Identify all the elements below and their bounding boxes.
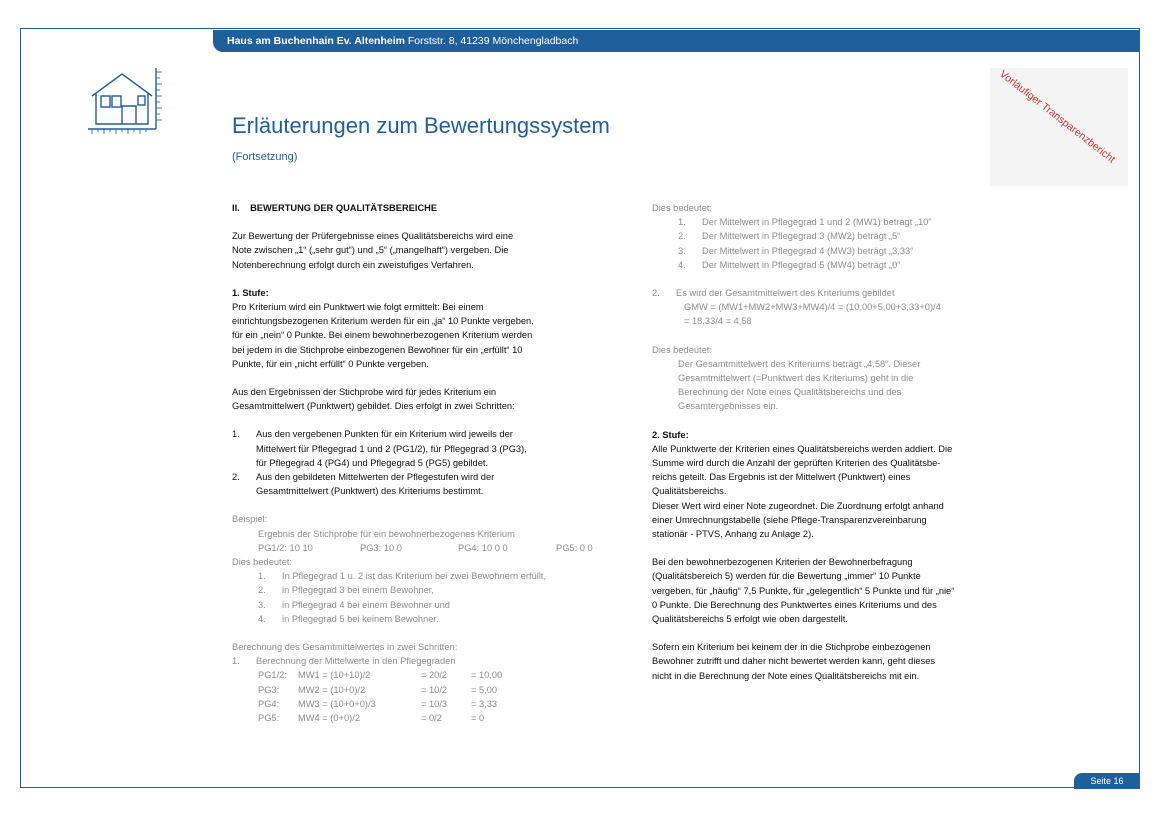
intro-line: Note zwischen „1“ („sehr gut“) und „5“ („mangelhaft“) vergeben. Die	[232, 245, 509, 256]
stufe2-line: Qualitätsbereichs.	[652, 486, 727, 497]
para-line: Bei den bewohnerbezogenen Kriterien der Bewohnerbefragung	[652, 557, 913, 568]
stufe2-line: einer Umrechnungstabelle (siehe Pflege-Transparenzvereinbarung	[652, 514, 927, 525]
section-heading: II. BEWERTUNG DER QUALITÄTSBEREICHE	[232, 203, 438, 213]
org-address: Forststr. 8, 41239 Mönchengladbach	[407, 35, 579, 47]
list-item: 2. Der Mittelwert in Pflegegrad 3 (MW2) beträgt „5“	[678, 231, 901, 242]
stamp-text: Vorläufiger Transparenzbericht	[997, 68, 1118, 166]
means2-line: Gesamtergebnisses ein.	[678, 401, 779, 412]
pg-row: PG1/2: 10 10 PG3: 10 0 PG4: 10 0 0 PG5: 0 0	[258, 542, 593, 553]
list-item: 1. In Pflegegrad 1 u. 2 ist das Kriterium bei zwei Bewohnern erfüllt,	[258, 571, 547, 582]
stufe2-title: 2. Stufe:	[652, 429, 689, 440]
results-line: Gesamtmittelwert (Punktwert) gebildet. Dies erfolgt in zwei Schritten:	[232, 401, 515, 412]
calc-row: PG1/2: MW1 = (10+10)/2 = 20/2 = 10,00	[258, 670, 503, 681]
stufe1-line: Punkte, für ein „nicht erfüllt“ 0 Punkte vergeben.	[232, 358, 429, 369]
list-item: 2. Aus den gebildeten Mittelwerten der Pflegestufen wird der Gesamtmittelwert (Punktwert) des Kriteriums bestimmt.	[232, 472, 495, 497]
results-line: Aus den Ergebnissen der Stichprobe wird für jedes Kriterium ein	[232, 387, 497, 398]
para-line: (Qualitätsbereich 5) werden für die Bewertung „immer“ 10 Punkte	[652, 571, 921, 582]
watermark-stamp	[990, 68, 1128, 186]
org-name: Haus am Buchenhain Ev. Altenheim	[227, 35, 405, 47]
means2-line: Gesamtmittelwert (=Punktwert des Kriteriums) geht in die	[678, 373, 914, 384]
page-number-badge: Seite 16	[1074, 773, 1140, 789]
list-item: 1. Berechnung der Mittelwerte in den Pflegegraden	[232, 656, 456, 667]
means2-line: Berechnung der Note eines Qualitätsbereichs und des	[678, 387, 902, 398]
example-line: Ergebnis der Stichprobe für ein bewohnerbezogenes Kriterium	[258, 528, 515, 539]
para-line: 0 Punkte. Die Berechnung des Punktwertes eines Kriteriums und des	[652, 599, 937, 610]
stufe1-title: 1. Stufe:	[232, 287, 269, 298]
stufe2-line: stationär - PTVS, Anhang zu Anlage 2).	[652, 529, 814, 540]
para-line: Bewohner zutrifft und daher nicht bewertet werden kann, geht dieses	[652, 656, 936, 667]
page-title: Erläuterungen zum Bewertungssystem	[232, 113, 610, 138]
list-item: 2. in Pflegegrad 3 bei einem Bewohner,	[258, 585, 434, 596]
means-block	[652, 201, 1042, 414]
means-label: Dies bedeutet:	[652, 203, 712, 213]
stufe2-line: Dieser Wert wird einer Note zugeordnet. Die Zuordnung erfolgt anhand	[652, 500, 944, 511]
stufe2-line: Alle Punktwerte der Kriterien eines Qualitätsbereichs werden addiert. Die	[652, 443, 953, 454]
right-column	[652, 201, 1042, 683]
list-item: 1. Der Mittelwert in Pflegegrad 1 und 2 (MW1) beträgt „10“	[678, 217, 932, 228]
list-item: 3. in Pflegegrad 4 bei einem Bewohner und	[258, 599, 450, 610]
intro-line: Zur Bewertung der Prüfergebnisse eines Qualitätsbereichs wird eine	[232, 231, 514, 242]
stufe1-line: für ein „nein“ 0 Punkte. Bei einem bewohnerbezogenen Kriterium werden	[232, 330, 533, 341]
para-line: nicht in die Berechnung der Note eines Qualitätsbereichs mit ein.	[652, 670, 920, 681]
list-item: 4. Der Mittelwert in Pflegegrad 5 (MW4) beträgt „0“	[678, 259, 901, 270]
page-subtitle: (Fortsetzung)	[232, 151, 298, 163]
means-label: Dies bedeutet:	[232, 557, 292, 568]
header-bar	[213, 30, 1139, 52]
means2-label: Dies bedeutet:	[652, 344, 712, 355]
left-column	[232, 201, 622, 725]
list-item: 1. Aus den vergebenen Punkten für ein Kriterium wird jeweils der Mittelwert für Pflegegrad 1 und 2 (PG1/2), für Pflegegrad 3 (PG3), für Pflegegrad 4 (PG4) und Pflegegrad 5 (PG5) gebildet.	[232, 429, 527, 468]
list-item: 4. in Pflegegrad 5 bei keinem Bewohner.	[258, 613, 439, 624]
calc-row: PG5: MW4 = (0+0)/2 = 0/2 = 0	[258, 713, 485, 724]
stufe2-line: reichs geteilt. Das Ergebnis ist der Mittelwert (Punktwert) eines	[652, 472, 911, 483]
intro-line: Notenberechnung erfolgt durch ein zweistufiges Verfahren.	[232, 259, 474, 270]
calc-row: PG4: MW3 = (10+0+0)/3 = 10/3 = 3,33	[258, 698, 498, 709]
example-block	[232, 512, 622, 725]
house-logo-icon	[88, 66, 163, 138]
para-line: Qualitätsbereichs 5 erfolgt wie oben dargestellt.	[652, 614, 848, 625]
stufe1-line: Pro Kriterium wird ein Punktwert wie folgt ermittelt: Bei einem	[232, 302, 484, 313]
calc-row: PG3: MW2 = (10+0)/2 = 10/2 = 5,00	[258, 684, 498, 695]
calc-label: Berechnung des Gesamtmittelwertes in zwei Schritten:	[232, 642, 458, 653]
para-line: Sofern ein Kriterium bei keinem der in die Stichprobe einbezogenen	[652, 642, 931, 653]
stufe2-line: Summe wird durch die Anzahl der geprüften Kriterien des Qualitätsbe-	[652, 458, 941, 469]
stufe1-line: einrichtungsbezogenen Kriterium werden für ein „ja“ 10 Punkte vergeben,	[232, 316, 534, 327]
example-label: Beispiel:	[232, 514, 268, 525]
stufe1-line: bei jedem in die Stichprobe einbezogenen Bewohner für ein „erfüllt“ 10	[232, 344, 523, 355]
means2-line: Der Gesamtmittelwert des Kriteriums beträgt „4,58“. Dieser	[678, 358, 921, 369]
list-item: 3. Der Mittelwert in Pflegegrad 4 (MW3) beträgt „3,33“	[678, 245, 914, 256]
para-line: vergeben, für „häufig“ 7,5 Punkte, für „gelegentlich“ 5 Punkte und für „nie“	[652, 585, 955, 596]
list-item: 2. Es wird der Gesamtmittelwert des Kriteriums gebildet GMW = (MW1+MW2+MW3+MW4)/4 = (10,00+5,00+3,33+0)/4 = 18,33/4 = 4,58	[652, 288, 941, 327]
